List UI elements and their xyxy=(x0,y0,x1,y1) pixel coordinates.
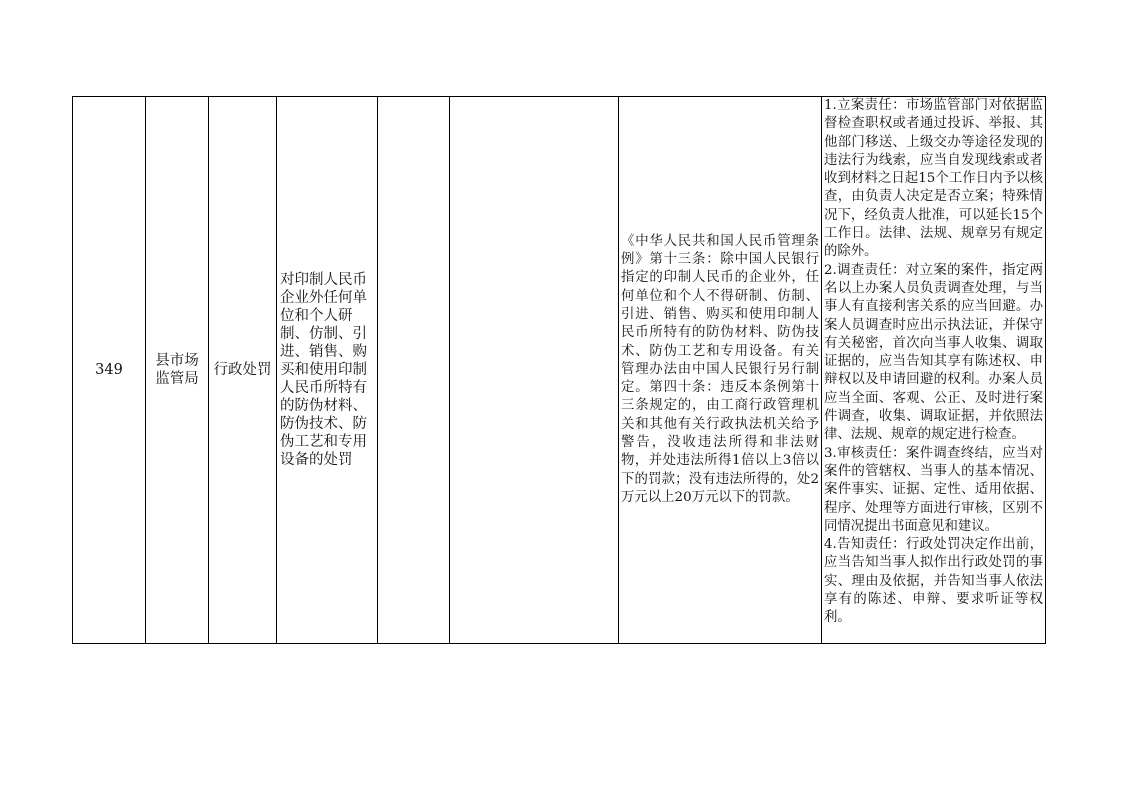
legal-basis xyxy=(619,233,821,507)
sub-item-cell xyxy=(378,97,450,644)
category-cell xyxy=(209,97,277,644)
empty-cell xyxy=(450,97,619,644)
item-name-cell xyxy=(277,97,378,644)
table-row xyxy=(73,97,1046,644)
department-cell xyxy=(146,97,209,644)
responsibility-item: 2.调查责任：对立案的案件，指定两名以上办案人员负责调查处理，与当事人有直接利害关系的应当回避。办案人员调查时应出示执法证，并保守有关秘密，首次向当事人收集、调取证据的，应当告知其享有陈述权、申辩权以及申请回避的权利。办案人员应当全面、客观、公正、及时进行案件调查，收集、调取证据，并依照法律、法规、规章的规定进行检查。 xyxy=(824,262,1043,443)
basis-cell xyxy=(619,97,822,644)
category: 行政处罚 xyxy=(213,362,272,378)
responsibility-item: 1.立案责任：市场监管部门对依据监督检查职权或者通过投诉、举报、其他部门移送、上级交办等途径发现的违法行为线索，应当自发现线索或者收到材料之日起15个工作日内予以核查，由负责人决定是否立案；特殊情况下，经负责人批准，可以延长15个工作日。法律、法规、规章另有规定的除外。 xyxy=(824,98,1043,260)
power-list-table xyxy=(72,96,1046,644)
row-number-cell xyxy=(73,97,146,644)
department: 县市场监管局 xyxy=(155,353,199,387)
legal-basis-text: 《中华人民共和国人民币管理条例》第十三条：除中国人民银行指定的印制人民币的企业外，任何单位和个人不得研制、仿制、引进、销售、购买和使用印制人民币所特有的防伪材料、防伪技术、防伪工艺和专用设备。有关管理办法由中国人民银行另行制定。第四十条：违反本条例第十三条规定的，由工商行政管理机关和其他有关行政执法机关给予警告，没收违法所得和非法财物，并处违法所得1倍以上3倍以下的罚款；没有违法所得的，处2万元以上20万元以下的罚款。 xyxy=(621,233,819,505)
item-name: 对印制人民币企业外任何单位和个人研制、仿制、引进、销售、购买和使用印制人民币所特有的防伪材料、防伪技术、防伪工艺和专用设备的处罚 xyxy=(280,272,367,468)
responsibility-list xyxy=(822,97,1045,643)
responsibility-item: 4.告知责任：行政处罚决定作出前，应当告知当事人拟作出行政处罚的事实、理由及依据，并告知当事人依法享有的陈述、申辩、要求听证等权利。 xyxy=(824,537,1043,626)
row-number: 349 xyxy=(95,362,123,378)
responsibility-cell xyxy=(822,97,1046,644)
responsibility-item: 3.审核责任：案件调查终结，应当对案件的管辖权、当事人的基本情况、案件事实、证据、定性、适用依据、程序、处理等方面进行审核，区别不同情况提出书面意见和建议。 xyxy=(824,445,1043,534)
